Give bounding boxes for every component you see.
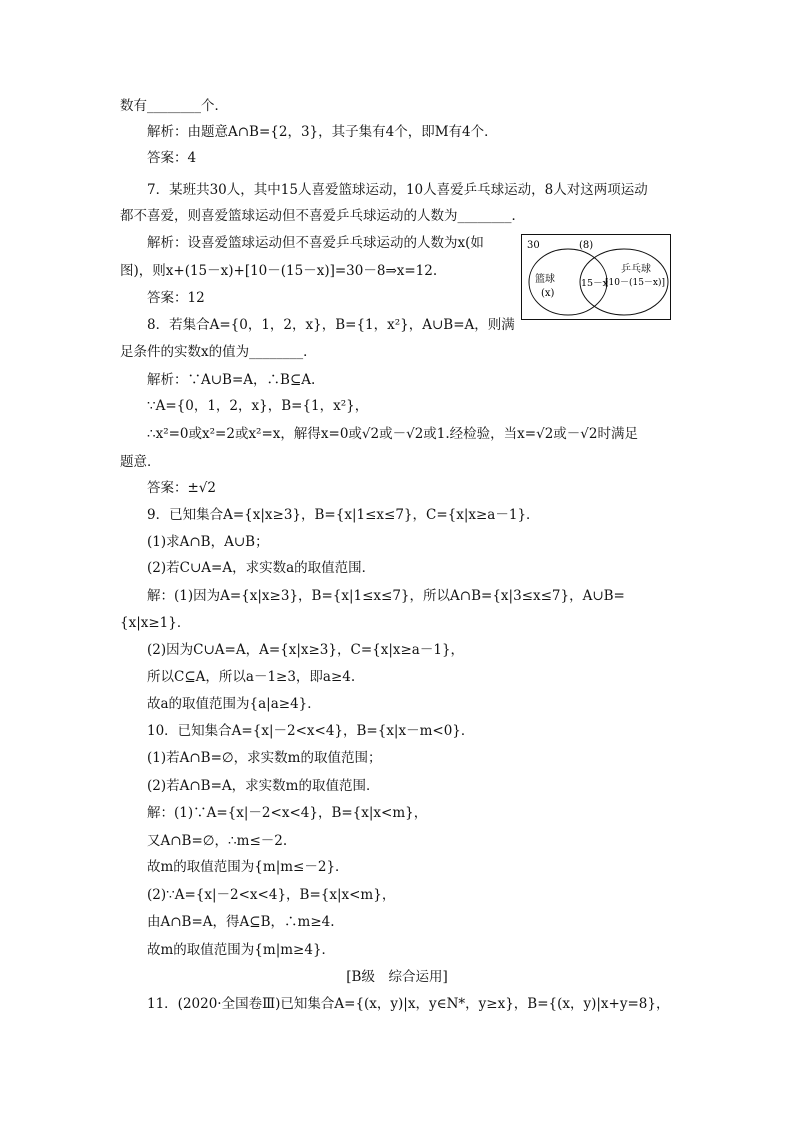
text-line: 图)，则x+(15－x)+[10－(15－x)]=30－8⇒x=12. — [120, 263, 438, 279]
question-7-line: 7．某班共30人，其中15人喜爱篮球运动，10人喜爱乒乓球运动，8人对这两项运动 — [147, 182, 648, 198]
venn-diagram — [521, 234, 671, 320]
venn-basketball-label: 篮球 — [535, 274, 555, 285]
text-line: ∴x²=0或x²=2或x²=x，解得x=0或√2或－√2或1.经检验，当x=√2或－√2时满足 — [147, 426, 638, 442]
answer-line: 答案：4 — [147, 150, 197, 166]
text-line: 解析：由题意A∩B={2，3}，其子集有4个，即M有4个． — [147, 124, 498, 140]
answer-line: 答案：12 — [147, 290, 205, 306]
question-8-line: 足条件的实数x的值为________． — [120, 344, 317, 360]
venn-pingpong-label: 乒乓球 — [621, 264, 651, 275]
text-line: 所以C⊆A，所以a－1≥3，即a≥4. — [147, 669, 356, 685]
text-line: ∵A={0，1，2，x}，B={1，x²}， — [147, 398, 369, 414]
venn-neither-label: (8) — [579, 240, 594, 251]
text-line: 又A∩B=∅，∴m≤－2. — [147, 833, 288, 849]
text-line: (2)因为C∪A=A，A={x|x≥3}，C={x|x≥a－1}， — [147, 642, 465, 658]
answer-line: 答案：±√2 — [147, 480, 217, 496]
text-line: 解析：设喜爱篮球运动但不喜爱乒乓球运动的人数为x(如 — [147, 235, 484, 251]
text-line: (2)若C∪A=A，求实数a的取值范围． — [147, 560, 376, 576]
question-8-line: 8．若集合A={0，1，2，x}，B={1，x²}，A∪B=A，则满 — [147, 317, 515, 333]
text-line: 解：(1)因为A={x|x≥3}，B={x|1≤x≤7}，所以A∩B={x|3≤x≤7}，A∪B= — [147, 588, 625, 604]
text-line: 解：(1)∵A={x|－2<x<4}，B={x|x<m}， — [147, 805, 428, 821]
text-line: 故m的取值范围为{m|m≥4}． — [147, 942, 336, 958]
text-line: {x|x≥1}． — [120, 615, 191, 631]
text-line: 解析：∵A∪B=A，∴B⊆A. — [147, 372, 316, 388]
text-line: (2)若A∩B=A，求实数m的取值范围． — [147, 778, 380, 794]
text-line: (1)若A∩B=∅，求实数m的取值范围； — [147, 750, 382, 766]
venn-intersection-label: 15－x — [581, 278, 608, 289]
question-7-line: 都不喜爱，则喜爱篮球运动但不喜爱乒乓球运动的人数为________． — [120, 208, 525, 224]
venn-pingpong-expr: [10－(15－x)] — [605, 278, 666, 288]
section-heading: [B级 综合运用] — [346, 969, 448, 985]
question-10-line: 10．已知集合A={x|－2<x<4}，B={x|x－m<0}． — [147, 723, 475, 739]
text-line: 题意． — [120, 454, 161, 470]
text-line: 数有________个． — [120, 98, 228, 114]
venn-basketball-var: (x) — [541, 288, 555, 299]
question-9-line: 9．已知集合A={x|x≥3}，B={x|1≤x≤7}，C={x|x≥a－1}． — [147, 507, 540, 523]
text-line: 故a的取值范围为{a|a≥4}． — [147, 696, 321, 712]
text-line: (2)∵A={x|－2<x<4}，B={x|x<m}， — [147, 887, 396, 903]
text-line: 由A∩B=A，得A⊆B，∴m≥4. — [147, 914, 335, 930]
venn-total-label: 30 — [527, 240, 540, 251]
text-line: (1)求A∩B，A∪B； — [147, 534, 269, 550]
question-11-line: 11．(2020·全国卷Ⅲ)已知集合A={(x，y)|x，y∈N*，y≥x}，B={(x，y)|x+y=8}， — [147, 996, 670, 1012]
text-line: 故m的取值范围为{m|m≤－2}． — [147, 859, 349, 875]
